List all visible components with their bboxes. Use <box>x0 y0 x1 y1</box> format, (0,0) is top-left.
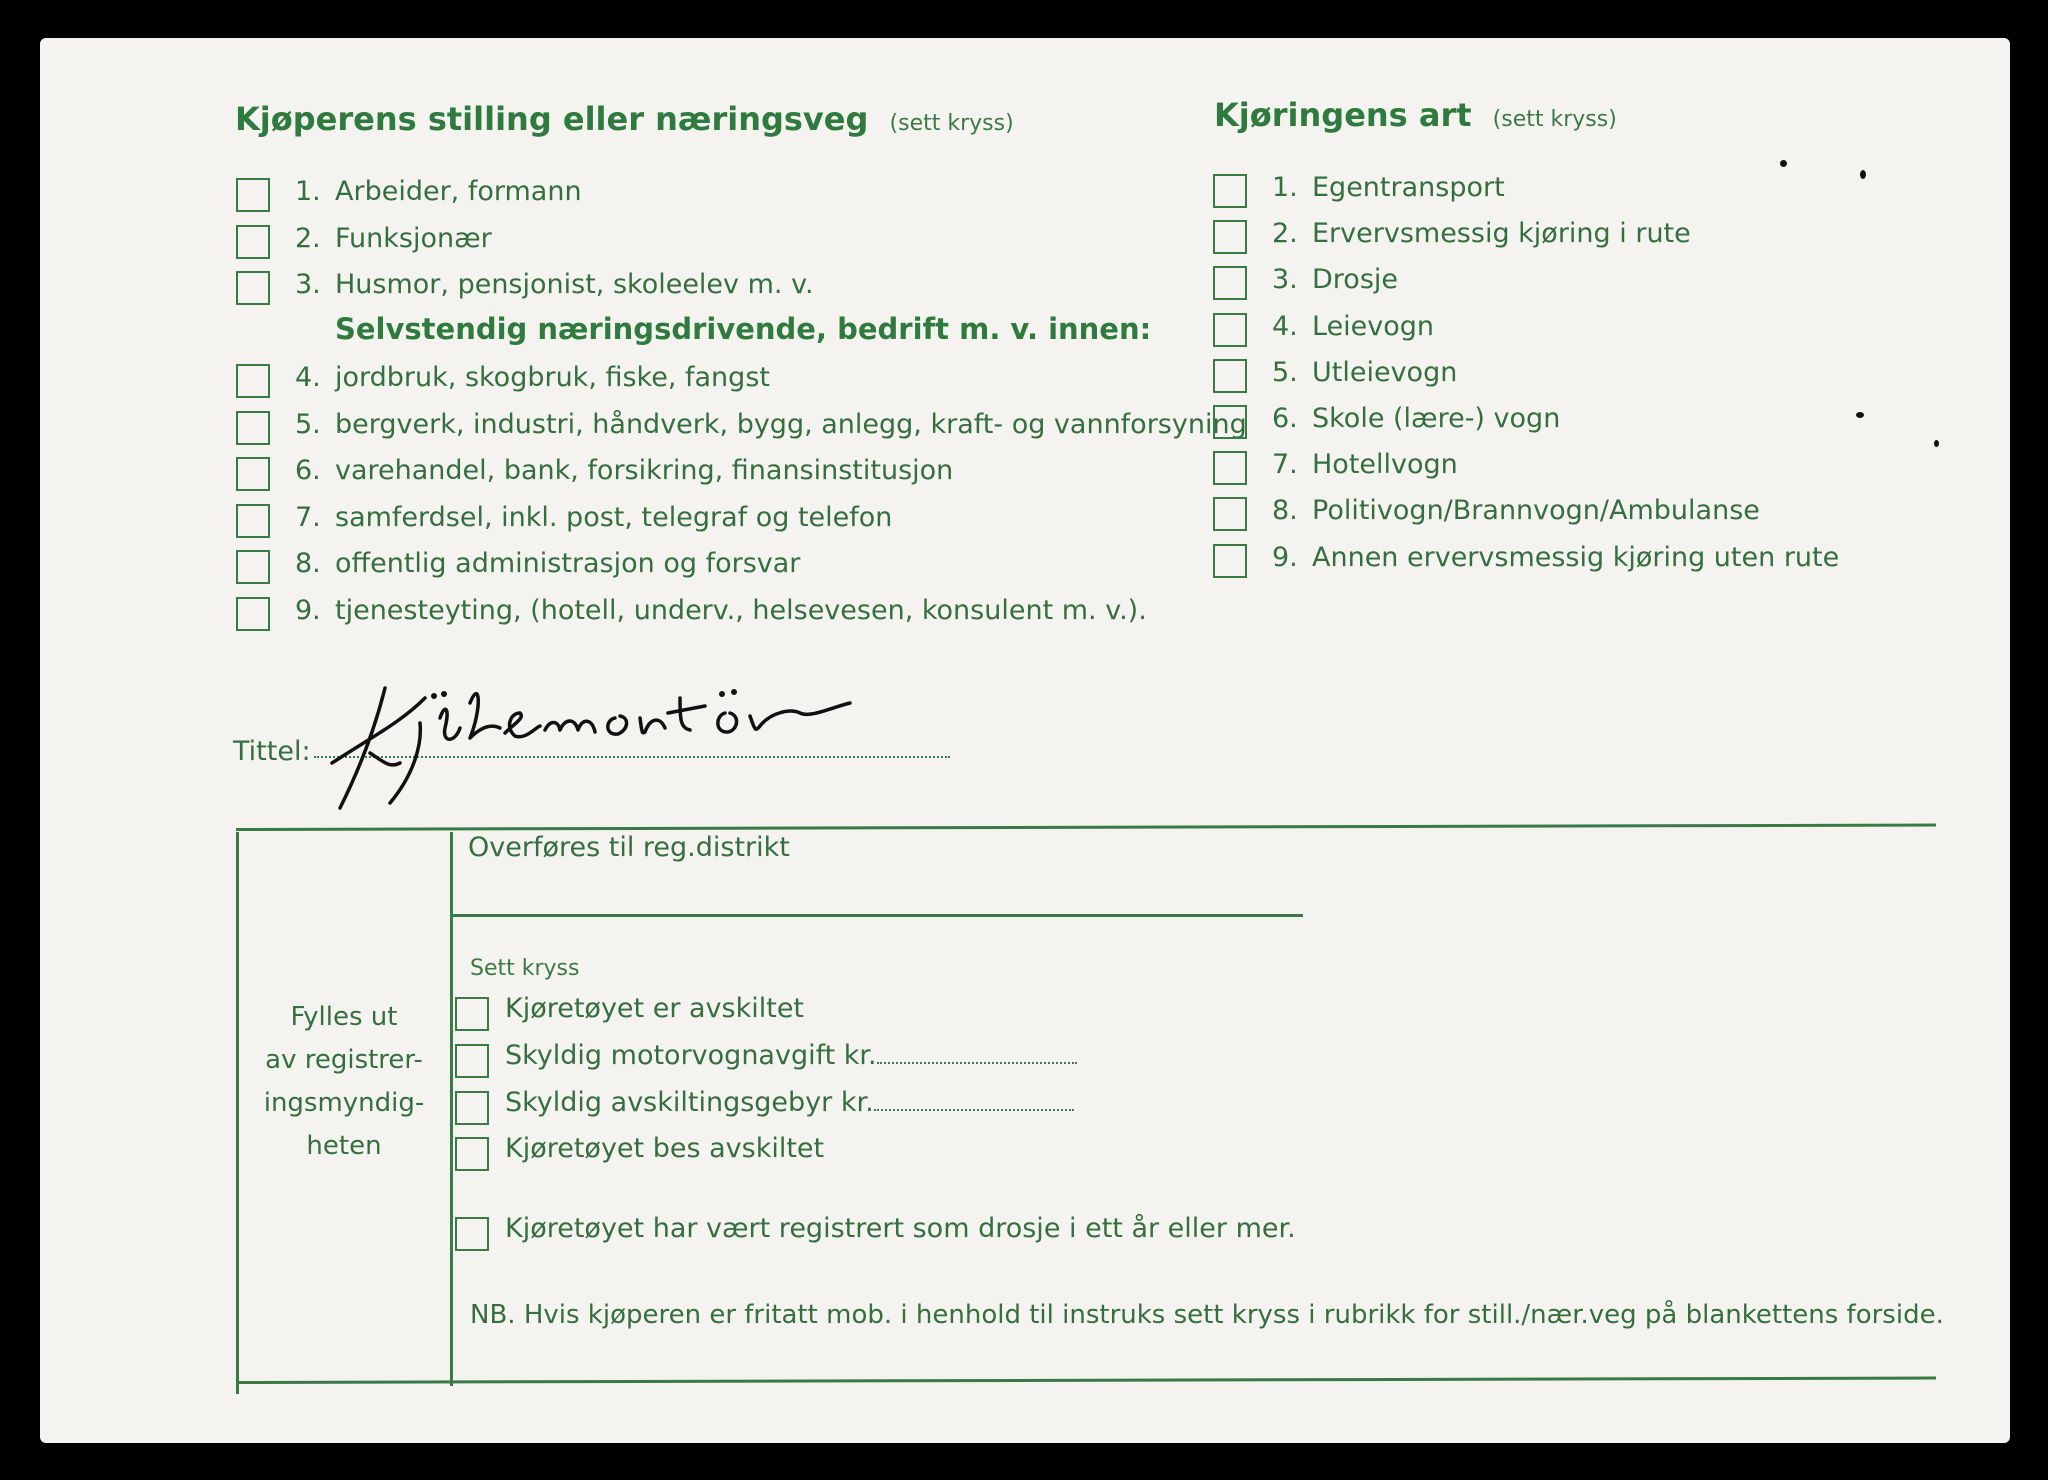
sector-checkbox-4[interactable] <box>236 504 270 538</box>
driving-type-item-7 <box>1272 449 1458 480</box>
driving-type-checkbox-8[interactable] <box>1213 497 1247 531</box>
driving-type-item-number: 3. <box>1272 264 1298 296</box>
sector-item-2 <box>295 409 1247 440</box>
registry-side-line: av registrer- <box>265 1045 423 1075</box>
occupation-item-number: 3. <box>295 269 321 300</box>
buyer-occupation-heading-text: Kjøperens stilling eller næringsveg <box>235 100 869 138</box>
driving-type-item-label: Utleievogn <box>1312 356 1458 388</box>
sector-item-label: offentlig administrasjon og forsvar <box>335 548 801 579</box>
driving-type-checkbox-1[interactable] <box>1213 174 1247 208</box>
sector-checkbox-2[interactable] <box>236 411 270 445</box>
driving-type-checkbox-3[interactable] <box>1213 266 1247 300</box>
driving-type-item-number: 7. <box>1272 449 1298 481</box>
sector-item-label: tjenesteyting, (hotell, underv., helsevesen, konsulent m. v.). <box>335 594 1147 626</box>
check-label-bes-avskiltet: Kjøretøyet bes avskiltet <box>505 1133 825 1164</box>
motorvognavgift-dots[interactable] <box>877 1062 1077 1064</box>
driving-type-checkbox-5[interactable] <box>1213 359 1247 393</box>
speck <box>1856 412 1864 418</box>
self-employed-subheading: Selvstendig næringsdrivende, bedrift m. v. innen: <box>335 312 1152 346</box>
driving-type-heading <box>1214 96 1617 134</box>
driving-type-item-9 <box>1272 542 1839 573</box>
driving-type-checkbox-2[interactable] <box>1213 220 1247 254</box>
sector-item-5 <box>295 548 800 579</box>
speck <box>1860 170 1866 179</box>
transfer-line[interactable] <box>453 914 1303 917</box>
speck <box>1780 160 1787 167</box>
speck <box>1934 440 1939 447</box>
occupation-item-number: 2. <box>295 222 321 254</box>
occupation-checkbox-2[interactable] <box>236 225 270 259</box>
title-label: Tittel: <box>233 736 311 767</box>
driving-type-item-label: Drosje <box>1312 264 1398 296</box>
sector-item-1 <box>295 362 770 393</box>
sector-item-number: 7. <box>295 501 321 533</box>
sector-item-label: bergverk, industri, håndverk, bygg, anlegg, kraft- og vannforsyning <box>335 408 1247 440</box>
sector-checkbox-5[interactable] <box>236 550 270 584</box>
driving-type-checkbox-7[interactable] <box>1213 451 1247 485</box>
avskiltingsgebyr-text: Skyldig avskiltingsgebyr kr. <box>505 1087 874 1118</box>
sector-item-number: 5. <box>295 408 321 440</box>
checkbox-motorvognavgift[interactable] <box>455 1044 489 1078</box>
sector-item-6 <box>295 595 1147 626</box>
transfer-label: Overføres til reg.distrikt <box>468 832 790 863</box>
checkbox-drosje-registrert[interactable] <box>455 1217 489 1251</box>
checkbox-avskiltet[interactable] <box>455 997 489 1031</box>
sector-item-4 <box>295 502 892 533</box>
registry-left-border <box>236 832 239 1394</box>
driving-type-item-label: Egentransport <box>1312 172 1505 203</box>
occupation-item-label: Arbeider, formann <box>335 176 582 207</box>
check-hint: Sett kryss <box>470 956 580 981</box>
sector-item-number: 9. <box>295 594 321 626</box>
motorvognavgift-text: Skyldig motorvognavgift kr. <box>505 1040 877 1071</box>
driving-type-item-label: Politivogn/Brannvogn/Ambulanse <box>1312 495 1760 527</box>
driving-type-item-label: Skole (lære-) vogn <box>1312 403 1561 434</box>
driving-type-item-number: 9. <box>1272 541 1298 573</box>
checkbox-avskiltingsgebyr[interactable] <box>455 1091 489 1125</box>
driving-type-item-number: 4. <box>1272 310 1298 342</box>
driving-type-item-number: 2. <box>1272 218 1298 250</box>
handwritten-title-signature <box>330 668 870 818</box>
nb-note: NB. Hvis kjøperen er fritatt mob. i henhold til instruks sett kryss i rubrikk for still./nær.veg på blankettens forside. <box>470 1300 1944 1330</box>
driving-type-item-number: 8. <box>1272 495 1298 527</box>
sector-item-label: samferdsel, inkl. post, telegraf og telefon <box>335 501 893 533</box>
driving-type-checkbox-4[interactable] <box>1213 313 1247 347</box>
drosje-registrert-label: Kjøretøyet har vært registrert som drosje i ett år eller mer. <box>505 1213 1296 1244</box>
driving-type-checkbox-6[interactable] <box>1213 405 1247 439</box>
driving-type-item-number: 5. <box>1272 356 1298 388</box>
sector-item-label: varehandel, bank, forsikring, finansinstitusjon <box>335 455 954 486</box>
occupation-item-2 <box>295 223 492 254</box>
driving-type-item-number: 6. <box>1272 403 1298 434</box>
check-label-avskiltet: Kjøretøyet er avskiltet <box>505 993 805 1024</box>
driving-type-item-6 <box>1272 403 1560 434</box>
sector-item-number: 4. <box>295 362 321 393</box>
driving-type-heading-text: Kjøringens art <box>1214 96 1472 134</box>
sector-item-3 <box>295 455 953 486</box>
buyer-occupation-hint: (sett kryss) <box>889 111 1014 136</box>
check-label-avskiltingsgebyr <box>505 1087 1074 1118</box>
sector-item-number: 8. <box>295 548 321 579</box>
check-label-motorvognavgift <box>505 1040 1077 1071</box>
avskiltingsgebyr-dots[interactable] <box>874 1109 1074 1111</box>
occupation-item-number: 1. <box>295 176 321 207</box>
registry-side-line: Fylles ut <box>290 1002 398 1032</box>
occupation-item-label: Funksjonær <box>335 222 492 254</box>
driving-type-item-5 <box>1272 357 1457 388</box>
sector-item-number: 6. <box>295 455 321 486</box>
sector-checkbox-1[interactable] <box>236 364 270 398</box>
driving-type-item-2 <box>1272 218 1691 249</box>
driving-type-checkbox-9[interactable] <box>1213 544 1247 578</box>
buyer-occupation-heading <box>235 100 1014 138</box>
registry-side-label <box>240 996 448 1168</box>
registry-side-line: ingsmyndig- <box>263 1088 425 1118</box>
occupation-checkbox-1[interactable] <box>236 178 270 212</box>
driving-type-item-4 <box>1272 311 1434 342</box>
sector-checkbox-3[interactable] <box>236 457 270 491</box>
driving-type-hint: (sett kryss) <box>1492 107 1617 132</box>
driving-type-item-8 <box>1272 495 1760 526</box>
driving-type-item-3 <box>1272 264 1398 295</box>
occupation-item-1 <box>295 176 582 207</box>
driving-type-item-label: Annen ervervsmessig kjøring uten rute <box>1312 541 1840 573</box>
driving-type-item-label: Ervervsmessig kjøring i rute <box>1312 218 1691 250</box>
driving-type-item-number: 1. <box>1272 172 1298 203</box>
driving-type-item-1 <box>1272 172 1505 203</box>
sector-item-label: jordbruk, skogbruk, fiske, fangst <box>335 362 770 393</box>
occupation-checkbox-3[interactable] <box>236 271 270 305</box>
driving-type-item-label: Hotellvogn <box>1312 449 1458 481</box>
driving-type-item-label: Leievogn <box>1312 310 1435 342</box>
checkbox-bes-avskiltet[interactable] <box>455 1137 489 1171</box>
occupation-item-label: Husmor, pensjonist, skoleelev m. v. <box>335 269 814 300</box>
registry-side-line: heten <box>306 1131 382 1161</box>
occupation-item-3 <box>295 269 814 300</box>
sector-checkbox-6[interactable] <box>236 597 270 631</box>
